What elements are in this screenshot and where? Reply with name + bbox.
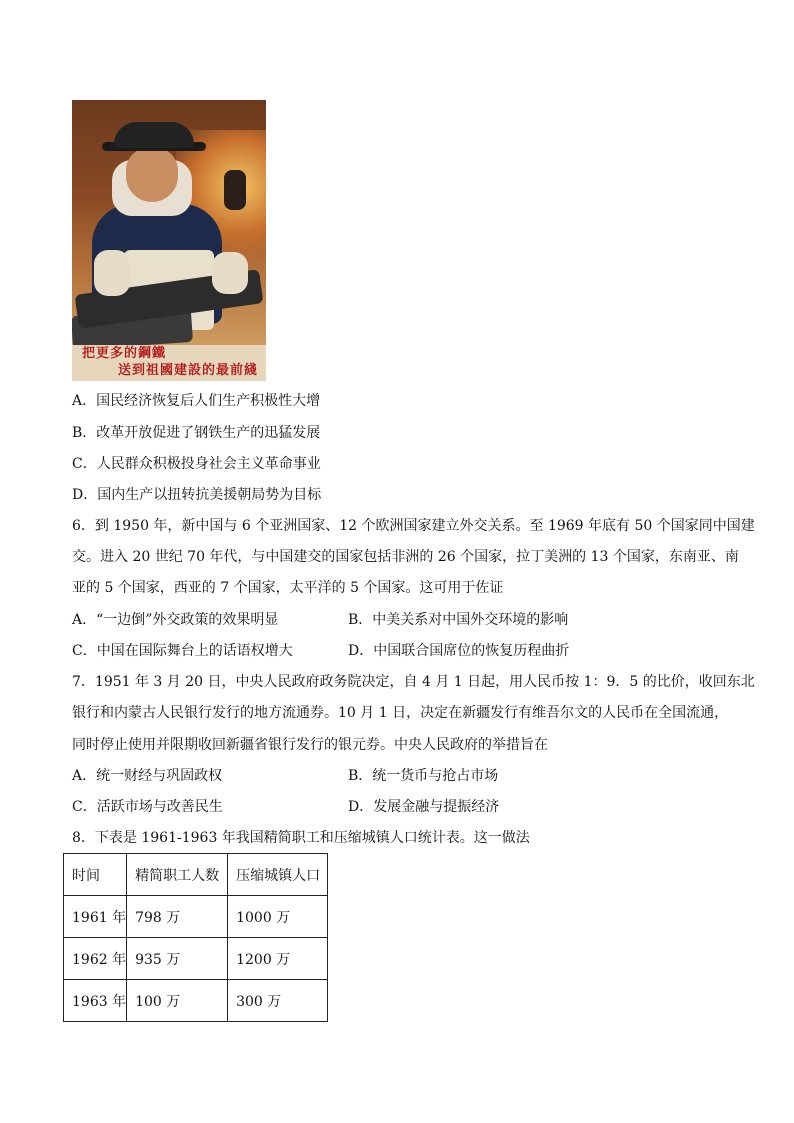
q5-option-b: B．改革开放促进了钢铁生产的迅猛发展 xyxy=(72,425,321,441)
q7-stem-line1: 7．1951 年 3 月 20 日，中央人民政府政务院决定，自 4 月 1 日起，用人民币按 1：9．5 的比价，收回东北 xyxy=(72,674,755,690)
q8-stats-table xyxy=(63,853,328,1022)
table-header-cell: 时间 xyxy=(64,854,127,896)
table-header-cell: 精简职工人数 xyxy=(127,854,228,896)
q6-stem-line2: 交。进入 20 世纪 70 年代，与中国建交的国家包括非洲的 26 个国家，拉丁美洲的 13 个国家，东南亚、南 xyxy=(72,549,739,565)
poster-caption-line1: 把更多的鋼鐵 xyxy=(82,346,167,361)
background-worker-figure xyxy=(224,170,246,210)
worker-glove-right xyxy=(212,252,248,294)
q8-stem-line1: 8．下表是 1961-1963 年我国精简职工和压缩城镇人口统计表。这一做法 xyxy=(72,830,530,846)
table-cell: 1961 年 xyxy=(64,896,127,938)
steel-worker-poster xyxy=(72,100,266,381)
q6-option-a: A．“一边倒”外交政策的效果明显 xyxy=(72,612,279,628)
q6-option-d: D．中国联合国席位的恢复历程曲折 xyxy=(348,643,570,659)
q7-option-a: A．统一财经与巩固政权 xyxy=(72,768,223,784)
worker-face xyxy=(126,148,178,202)
table-row xyxy=(64,896,328,938)
table-header-cell: 压缩城镇人口 xyxy=(228,854,328,896)
q7-option-c: C．活跃市场与改善民生 xyxy=(72,799,223,815)
table-cell: 1962 年 xyxy=(64,938,127,980)
q6-stem-line3: 亚的 5 个国家，西亚的 7 个国家，太平洋的 5 个国家。这可用于佐证 xyxy=(72,580,504,596)
worker-glove-left xyxy=(94,250,130,296)
table-cell: 798 万 xyxy=(127,896,228,938)
q5-option-a: A．国民经济恢复后人们生产积极性大增 xyxy=(72,393,321,409)
table-row xyxy=(64,980,328,1022)
table-cell: 100 万 xyxy=(127,980,228,1022)
poster-caption-line2: 送到祖國建設的最前綫 xyxy=(118,363,259,378)
table-cell: 1200 万 xyxy=(228,938,328,980)
q7-stem-line2: 银行和内蒙古人民银行发行的地方流通券。10 月 1 日，决定在新疆发行有维吾尔文的人民币在全国流通， xyxy=(72,705,729,721)
table-cell: 935 万 xyxy=(127,938,228,980)
worker-hat xyxy=(114,122,194,148)
table-cell: 1000 万 xyxy=(228,896,328,938)
table-cell: 1963 年 xyxy=(64,980,127,1022)
table-row xyxy=(64,938,328,980)
q7-option-b: B．统一货币与抢占市场 xyxy=(348,768,499,784)
q6-stem-line1: 6．到 1950 年，新中国与 6 个亚洲国家、12 个欧洲国家建立外交关系。至 1969 年底有 50 个国家同中国建 xyxy=(72,518,755,534)
q5-option-c: C．人民群众积极投身社会主义革命事业 xyxy=(72,456,321,472)
table-header-row xyxy=(64,854,328,896)
q5-option-d: D．国内生产以扭转抗美援朝局势为目标 xyxy=(72,487,322,503)
table-cell: 300 万 xyxy=(228,980,328,1022)
q6-option-c: C．中国在国际舞台上的话语权增大 xyxy=(72,643,293,659)
q7-stem-line3: 同时停止使用并限期收回新疆省银行发行的银元券。中央人民政府的举措旨在 xyxy=(72,737,548,753)
q6-option-b: B．中美关系对中国外交环境的影响 xyxy=(348,612,569,628)
q7-option-d: D．发展金融与提振经济 xyxy=(348,799,500,815)
